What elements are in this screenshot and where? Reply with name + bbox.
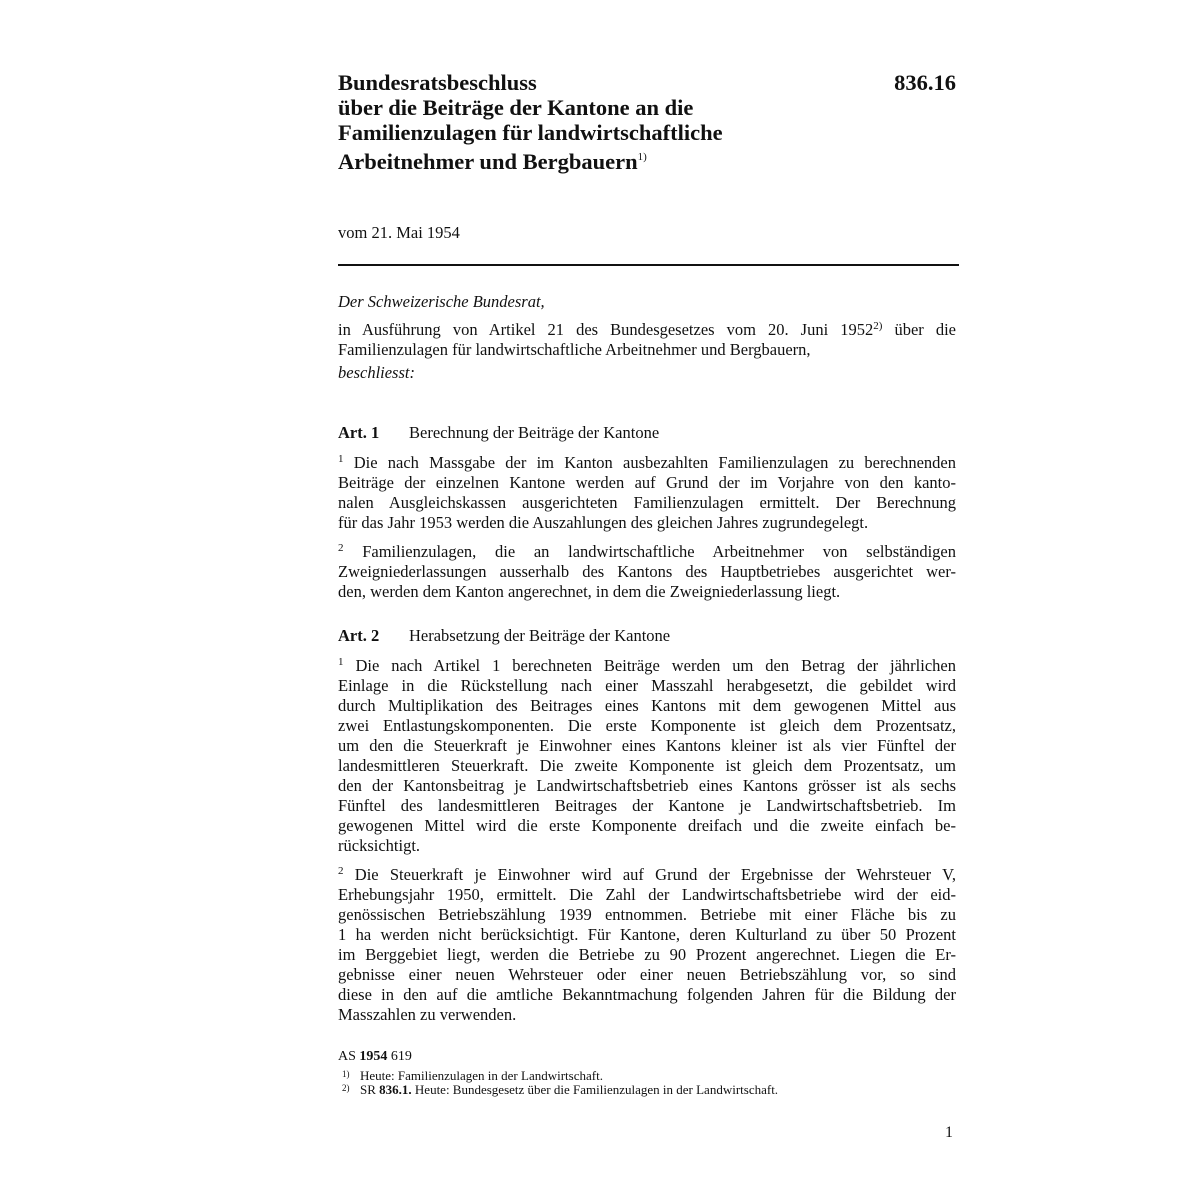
paragraph-line: den, werden dem Kanton angerechnet, in dem die Zweigniederlassung liegt. xyxy=(338,582,841,601)
paragraph-line: $^2$ Die Steuerkraft je Einwohner wird auf Grund der Ergebnisse der Wehrsteuer V, xyxy=(338,865,956,884)
title-line: über die Beiträge der Kantone an die xyxy=(338,95,694,120)
article-heading xyxy=(338,423,956,443)
paragraph-line: im Berggebiet liegt, werden die Betriebe zu 90 Prozent angerechnet. Liegen die Er- xyxy=(338,945,956,964)
article-title: Berechnung der Beiträge der Kantone xyxy=(409,423,660,442)
source-citation xyxy=(338,1049,956,1065)
paragraph-line: gewogenen Mittel wird die erste Komponente dreifach und die zweite einfach be- xyxy=(338,816,956,835)
paragraph-line: diese in den auf die amtliche Bekanntmachung folgenden Jahren für die Bildung der xyxy=(338,985,956,1004)
article-paragraph xyxy=(338,538,956,602)
source-page: 619 xyxy=(390,1049,412,1064)
paragraph-line: Einlage in die Rückstellung nach einer Masszahl herabgesetzt, die gebildet wird xyxy=(338,676,956,695)
paragraph-line: genössischen Betriebszählung 1939 entnommen. Betriebe mit einer Fläche bis zu xyxy=(338,905,956,924)
paragraph-number: 2 xyxy=(338,865,344,877)
preamble xyxy=(338,292,956,383)
paragraph-number: 1 xyxy=(338,453,344,465)
preamble-decision: beschliesst: xyxy=(338,363,415,382)
title-block xyxy=(338,70,956,174)
paragraph-line: $^1$ Die nach Artikel 1 berechneten Beiträge werden um den Betrag der jährlichen xyxy=(338,656,956,675)
article-number: Art. 2 xyxy=(338,626,380,645)
footnote-mark: 1) xyxy=(342,1069,350,1079)
document-page xyxy=(338,70,956,1097)
preamble-authority: Der Schweizerische Bundesrat, xyxy=(338,292,545,311)
source-year: 1954 xyxy=(359,1049,388,1064)
title-divider xyxy=(338,264,959,266)
paragraph-line: um den die Steuerkraft je Einwohner eines Kantons kleiner ist als vier Fünftel der xyxy=(338,736,956,755)
paragraph-line: Fünftel des landesmittleren Beitrages der Kantone je Landwirtschaftsbetrieb. Im xyxy=(338,796,956,815)
paragraph-line: Beiträge der einzelnen Kantone werden auf Grund der im Vorjahre von den kanto- xyxy=(338,473,956,492)
footnote-mark: 2) xyxy=(342,1083,350,1093)
footnote-text: Heute: Familienzulagen in der Landwirtschaft. xyxy=(360,1068,603,1083)
preamble-basis xyxy=(338,316,956,360)
footnote-text: Heute: Bundesgesetz über die Familienzulagen in der Landwirtschaft. xyxy=(411,1082,779,1097)
enactment-date: vom 21. Mai 1954 xyxy=(338,223,460,242)
paragraph-number: 2 xyxy=(338,542,344,554)
footnote-sr-ref[interactable]: 836.1. xyxy=(379,1082,412,1097)
paragraph-line: Erhebungsjahr 1950, ermittelt. Die Zahl der Landwirtschaftsbetriebe wird der eid- xyxy=(338,885,956,904)
article-heading xyxy=(338,626,956,646)
paragraph-line: $^1$ Die nach Massgabe der im Kanton ausbezahlten Familienzulagen zu berechnenden xyxy=(338,453,956,472)
paragraph-line: $^2$ Familienzulagen, die an landwirtschaftliche Arbeitnehmer von selbständigen xyxy=(338,542,956,561)
paragraph-line: für das Jahr 1953 werden die Auszahlungen des gleichen Jahres zugrundegelegt. xyxy=(338,513,869,532)
preamble-basis-text: in Ausführung von Artikel 21 des Bundesgesetzes vom 20. Juni 1952 xyxy=(338,320,874,339)
paragraph-line: durch Multiplikation des Beitrages eines Kantons mit dem gewogenen Mittel aus xyxy=(338,696,956,715)
paragraph-line: gebnisse einer neuen Wehrsteuer oder einer neuen Betriebszählung vor, so sind xyxy=(338,965,956,984)
footnote xyxy=(338,1083,956,1097)
sr-number: 836.16 xyxy=(894,70,956,95)
basis-footnote-ref[interactable]: 2) xyxy=(873,320,883,332)
preamble-basis-line xyxy=(338,316,956,340)
paragraph-line: den der Kantonsbeitrag je Landwirtschaftsbetrieb eines Kantons grösser ist als sechs xyxy=(338,776,956,795)
article-paragraph xyxy=(338,449,956,533)
paragraph-line: zwei Entlastungskomponenten. Die erste Komponente ist gleich dem Prozentsatz, xyxy=(338,716,956,735)
title-line xyxy=(338,145,838,174)
article-2 xyxy=(338,626,956,1025)
title-footnote-ref[interactable]: 1) xyxy=(637,151,647,163)
article-title: Herabsetzung der Beiträge der Kantone xyxy=(409,626,671,645)
article-paragraph xyxy=(338,861,956,1025)
title-line-text: Arbeitnehmer und Bergbauern xyxy=(338,149,638,174)
title-line: Bundesratsbeschluss xyxy=(338,70,537,95)
paragraph-line: rücksichtigt. xyxy=(338,836,421,855)
article-paragraph xyxy=(338,652,956,856)
document-title xyxy=(338,70,838,174)
paragraph-number: 1 xyxy=(338,656,344,668)
preamble-basis-text-end: über die xyxy=(882,320,956,339)
preamble-basis-line: Familienzulagen für landwirtschaftliche Arbeitnehmer und Bergbauern, xyxy=(338,340,811,359)
paragraph-line: landesmittleren Steuerkraft. Die zweite Komponente ist gleich dem Prozentsatz, um xyxy=(338,756,956,775)
paragraph-line: 1 ha werden nicht berücksichtigt. Für Kantone, deren Kulturland zu über 50 Prozent xyxy=(338,925,956,944)
article-number: Art. 1 xyxy=(338,423,380,442)
footnote xyxy=(338,1069,956,1083)
paragraph-line: Masszahlen zu verwenden. xyxy=(338,1005,517,1024)
paragraph-line: nalen Ausgleichskassen ausgerichteten Familienzulagen ermittelt. Der Berechnung xyxy=(338,493,956,512)
article-1 xyxy=(338,423,956,602)
footnote-prefix: SR xyxy=(360,1082,380,1097)
source-prefix: AS xyxy=(338,1049,356,1064)
footnotes xyxy=(338,1069,956,1097)
page-number: 1 xyxy=(945,1124,953,1141)
paragraph-line: Zweigniederlassungen ausserhalb des Kantons des Hauptbetriebes ausgerichtet wer- xyxy=(338,562,956,581)
title-line: Familienzulagen für landwirtschaftliche xyxy=(338,120,723,145)
